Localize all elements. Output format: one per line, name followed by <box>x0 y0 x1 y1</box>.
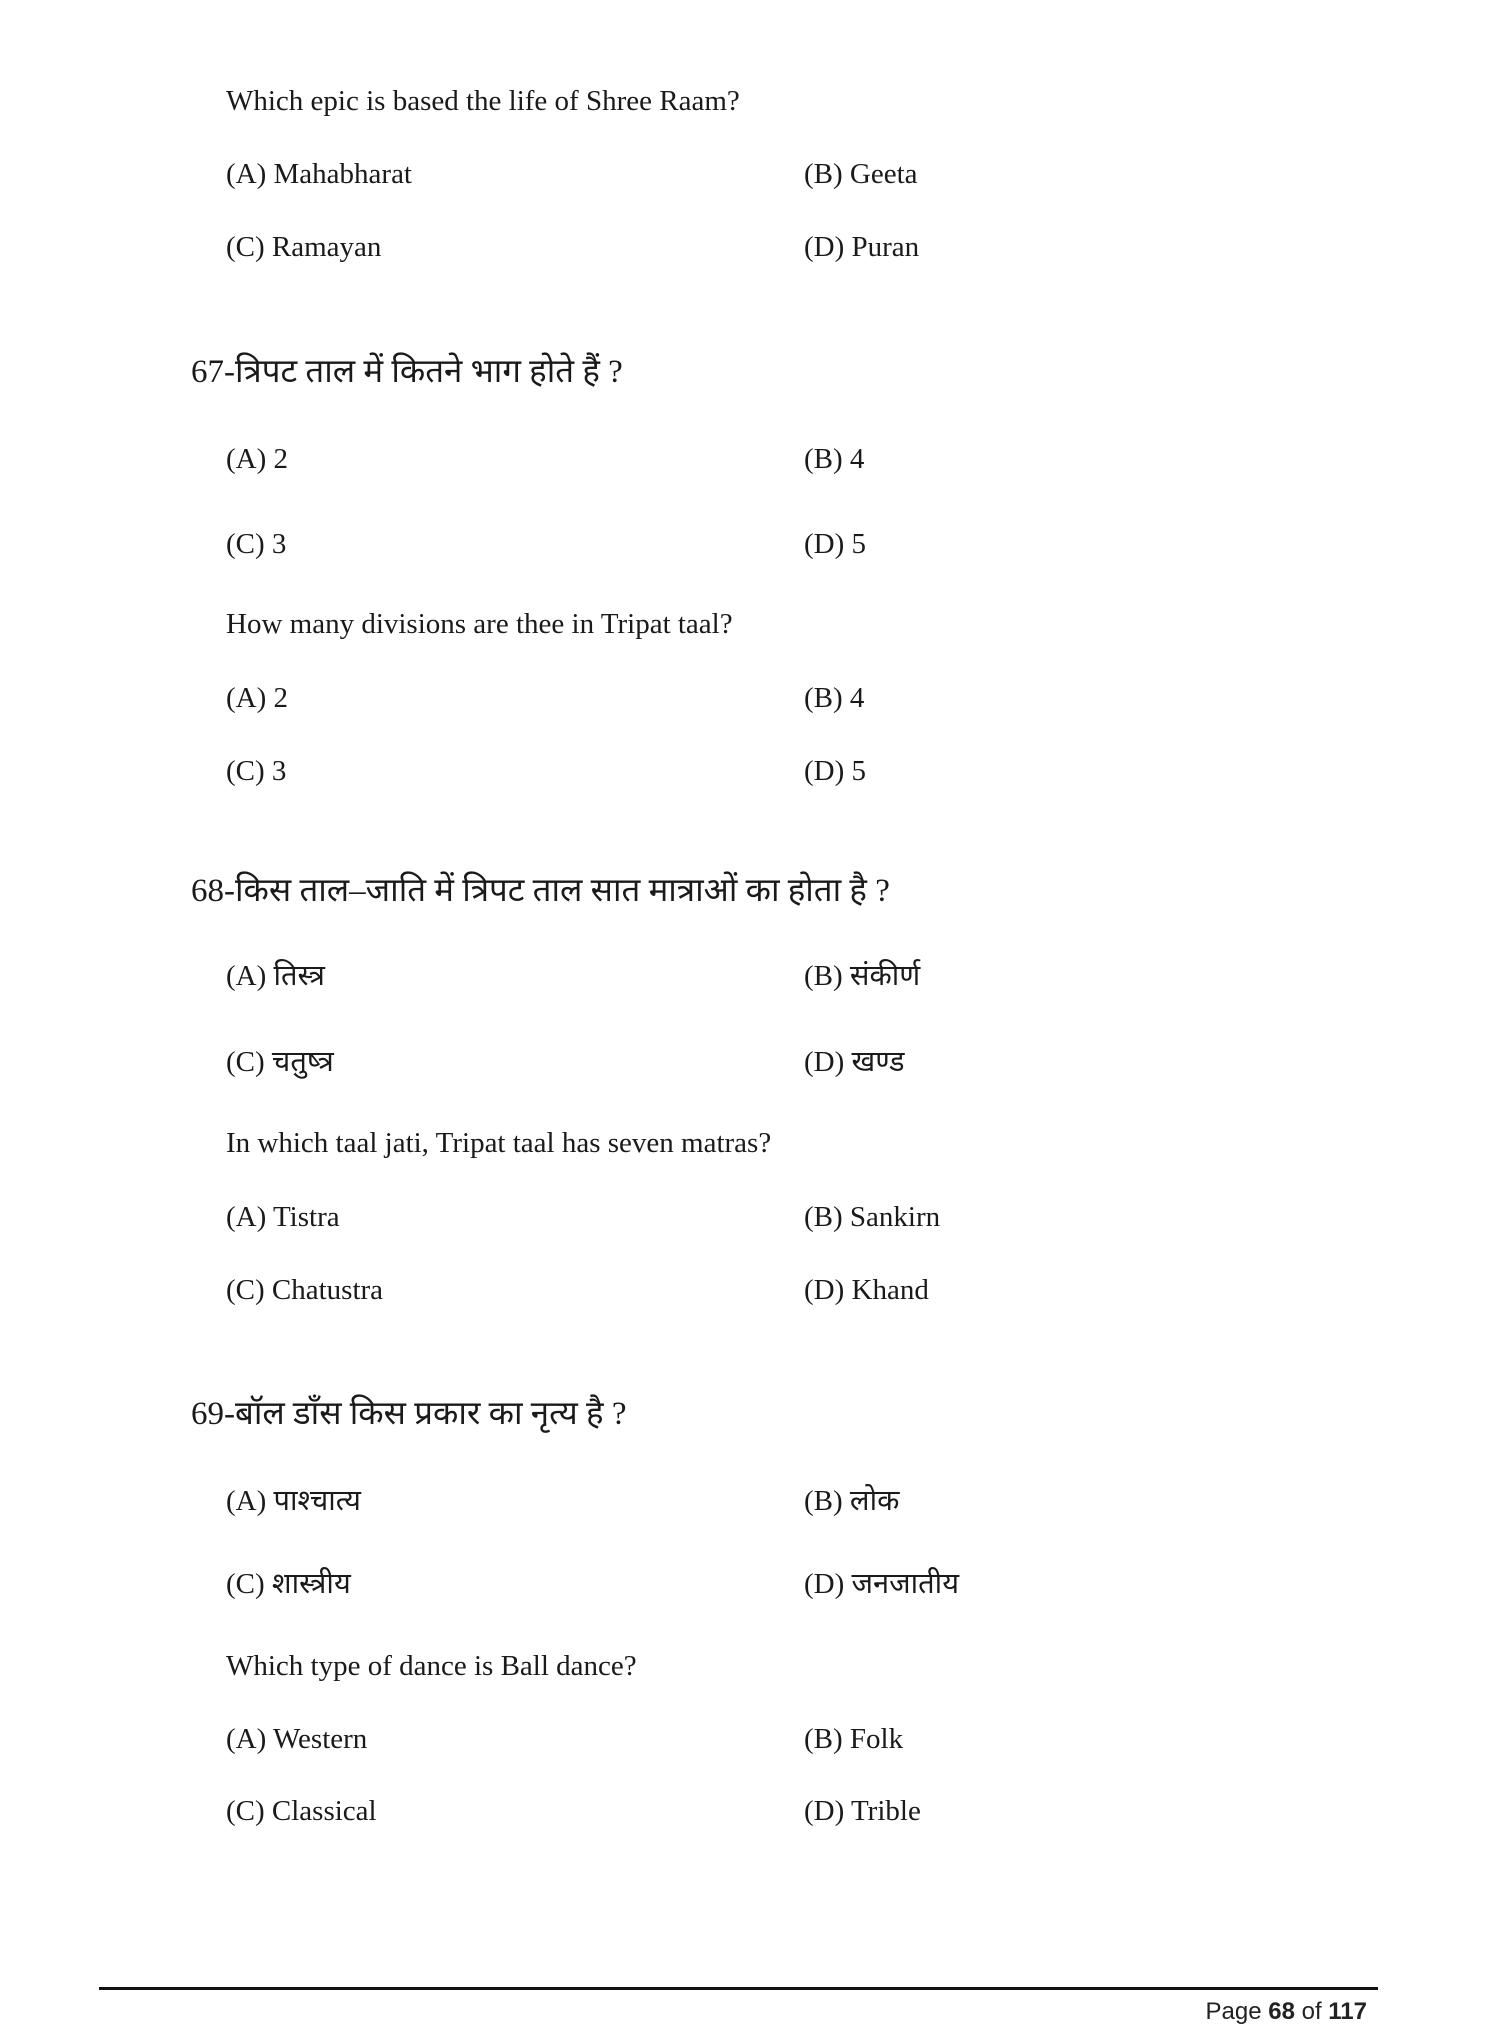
option-a: (A) 2 <box>226 443 289 475</box>
option-d: (D) 5 <box>804 755 867 787</box>
option-b: (B) Geeta <box>804 158 918 190</box>
option-c: (C) Ramayan <box>226 231 382 263</box>
question-68-hindi: 68-किस ताल–जाति में त्रिपट ताल सात मात्राओं का होता है ? <box>191 873 890 909</box>
option-d: (D) Trible <box>804 1795 921 1827</box>
option-a: (A) तिस्त्र <box>226 960 325 992</box>
page-prefix: Page <box>1205 1998 1269 2025</box>
option-c: (C) 3 <box>226 528 287 560</box>
option-b: (B) Sankirn <box>804 1201 941 1233</box>
question-69-hindi: 69-बॉल डाँस किस प्रकार का नृत्य है ? <box>191 1396 627 1432</box>
option-b: (B) लोक <box>804 1485 900 1517</box>
option-d: (D) जनजातीय <box>804 1568 960 1600</box>
question-67-hindi: 67-त्रिपट ताल में कितने भाग होते हैं ? <box>191 354 623 390</box>
current-page: 68 <box>1268 1998 1295 2025</box>
option-a: (A) Mahabharat <box>226 158 412 190</box>
option-a: (A) Tistra <box>226 1201 340 1233</box>
total-pages: 117 <box>1328 1998 1367 2025</box>
question-69-english: Which type of dance is Ball dance? <box>226 1650 637 1682</box>
option-c: (C) शास्त्रीय <box>226 1568 351 1600</box>
option-c: (C) 3 <box>226 755 287 787</box>
option-a: (A) Western <box>226 1723 368 1755</box>
option-b: (B) Folk <box>804 1723 904 1755</box>
question-68-english: In which taal jati, Tripat taal has seven matras? <box>226 1127 772 1159</box>
option-b: (B) 4 <box>804 682 865 714</box>
option-b: (B) संकीर्ण <box>804 960 921 992</box>
option-d: (D) Khand <box>804 1274 929 1306</box>
option-a: (A) 2 <box>226 682 289 714</box>
option-c: (C) Chatustra <box>226 1274 384 1306</box>
option-d: (D) खण्ड <box>804 1046 905 1078</box>
option-d: (D) 5 <box>804 528 867 560</box>
question-67-english: How many divisions are thee in Tripat taal? <box>226 608 733 640</box>
option-c: (C) Classical <box>226 1795 377 1827</box>
option-a: (A) पाश्चात्य <box>226 1485 361 1517</box>
page-number <box>1206 1998 1368 2026</box>
question-66-english: Which epic is based the life of Shree Raam? <box>226 85 740 117</box>
option-c: (C) चतुष्त्र <box>226 1046 334 1078</box>
page-of: of <box>1294 1998 1329 2025</box>
footer-divider <box>99 1987 1378 1990</box>
option-b: (B) 4 <box>804 443 865 475</box>
option-d: (D) Puran <box>804 231 920 263</box>
